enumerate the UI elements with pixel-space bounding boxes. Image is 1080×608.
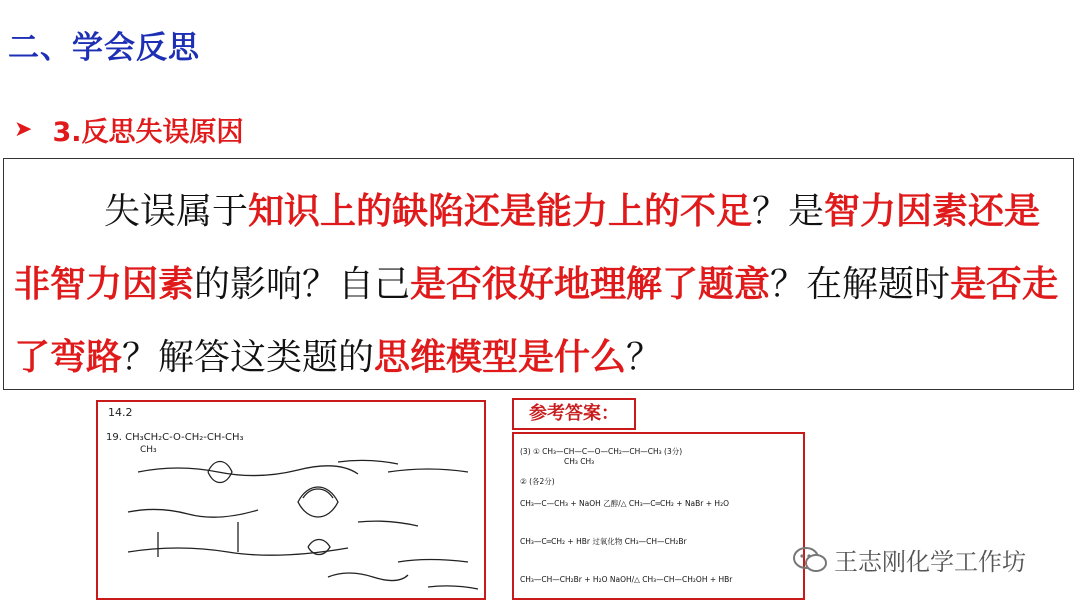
- paragraph-segment: 失误属于: [104, 191, 249, 232]
- paragraph-segment: ？在解题时: [770, 264, 951, 305]
- page-title: 二、学会反思: [8, 30, 200, 66]
- paragraph-segment: 是否走了弯路: [14, 264, 1059, 378]
- answer-line-5: CH₃—CH—CH₂Br + H₂O NaOH/△ CH₃—CH—CH₂OH + HBr: [520, 575, 733, 584]
- paragraph-segment: ？是: [752, 191, 825, 232]
- handwritten-answer-image: [96, 400, 486, 600]
- hw-line-3: CH₃: [140, 445, 157, 455]
- answer-line-1: (3) ① CH₃—CH—C—O—CH₂—CH—CH₃ (3分): [520, 447, 683, 456]
- watermark: [792, 542, 1026, 577]
- answer-line-1-sub: CH₃ CH₃: [564, 457, 595, 466]
- reflection-paragraph: [14, 175, 1064, 394]
- reference-answers: [512, 432, 805, 600]
- answers-text: [514, 434, 805, 600]
- answer-line-4: CH₃—C═CH₂ + HBr 过氧化物 CH₃—CH—CH₂Br: [520, 537, 687, 546]
- hw-line-1: 14.2: [108, 406, 133, 419]
- paragraph-segment: 知识上的缺陷还是能力上的不足: [248, 191, 753, 232]
- answer-label: 参考答案：: [512, 398, 636, 430]
- subheading: [14, 110, 243, 149]
- paragraph-segment: 思维模型是什么: [374, 337, 627, 378]
- handwritten-sketch: [98, 402, 486, 600]
- paragraph-segment: 的影响？自己: [194, 264, 411, 305]
- answer-line-2: ② (各2分): [520, 477, 555, 486]
- watermark-text: 王志刚化学工作坊: [834, 548, 1026, 576]
- wechat-icon: [792, 546, 828, 574]
- paragraph-segment: 智力因素还是非智力因素: [14, 191, 1041, 305]
- reflection-box: [3, 158, 1074, 390]
- paragraph-segment: ？解答这类题的: [122, 337, 375, 378]
- subheading-text: 3.反思失误原因: [52, 117, 244, 148]
- answer-line-3: CH₃—C—CH₃ + NaOH 乙醇/△ CH₃—C═CH₂ + NaBr + H₂O: [520, 499, 729, 508]
- paragraph-segment: 是否很好地理解了题意: [410, 264, 771, 305]
- arrow-bullet-icon: ➤: [14, 116, 33, 142]
- paragraph-segment: ？: [626, 337, 663, 378]
- hw-line-2: 19. CH₃CH₂C-O-CH₂-CH-CH₃: [106, 432, 244, 443]
